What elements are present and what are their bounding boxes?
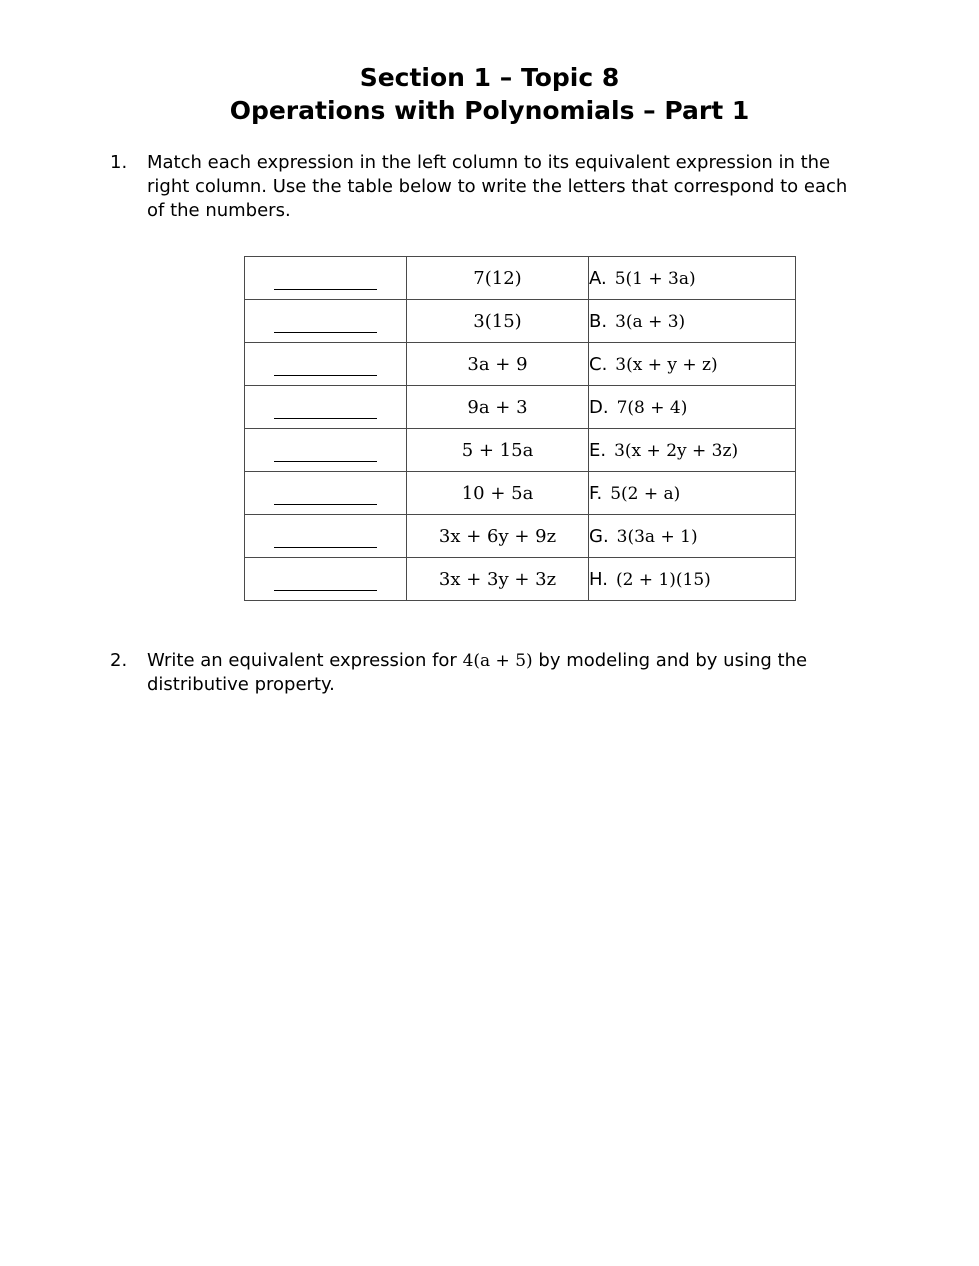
answer-blank-line[interactable] [274, 417, 377, 419]
choice-letter: D. [589, 396, 609, 418]
table-row [245, 343, 796, 386]
answer-blank-line[interactable] [274, 331, 377, 333]
answer-blank-line[interactable] [274, 589, 377, 591]
table-row [245, 386, 796, 429]
choice-cell [589, 558, 796, 601]
table-row [245, 257, 796, 300]
answer-blank-cell[interactable] [245, 558, 407, 601]
answer-blank-cell[interactable] [245, 257, 407, 300]
choice-expression: 5(2 + a) [610, 483, 681, 504]
expression-cell: 3x + 6y + 9z [407, 515, 589, 558]
choice-expression: 3(3a + 1) [616, 526, 698, 547]
section-title: Section 1 – Topic 8 [359, 63, 620, 92]
choice-letter: C. [589, 353, 608, 375]
choice-cell [589, 343, 796, 386]
choice-letter: E. [589, 439, 607, 461]
choice-cell [589, 472, 796, 515]
answer-blank-cell[interactable] [245, 472, 407, 515]
choice-cell [589, 429, 796, 472]
answer-blank-line[interactable] [274, 503, 377, 505]
matching-table [244, 256, 796, 601]
answer-blank-line[interactable] [274, 288, 377, 290]
question-1-text: Match each expression in the left column to its equivalent expression in the right column. Use the table below to write the letters that correspond to each of the numbers. [147, 152, 848, 221]
table-row [245, 429, 796, 472]
question-1-number: 1. [110, 152, 128, 173]
matching-table-body [245, 257, 796, 601]
question-1 [110, 151, 870, 223]
question-2-number: 2. [110, 650, 128, 671]
choice-expression: 7(8 + 4) [616, 397, 688, 418]
expression-cell: 5 + 15a [407, 429, 589, 472]
question-2-text [147, 649, 870, 697]
answer-blank-cell[interactable] [245, 515, 407, 558]
choice-letter: B. [589, 310, 608, 332]
answer-blank-cell[interactable] [245, 386, 407, 429]
choice-letter: H. [589, 568, 608, 590]
choice-letter: G. [589, 525, 609, 547]
choice-cell [589, 300, 796, 343]
question-2-expression: 4(a + 5) [462, 651, 533, 671]
choice-cell [589, 386, 796, 429]
choice-expression: 3(a + 3) [615, 311, 686, 332]
question-2-text-before: Write an equivalent expression for [147, 650, 457, 671]
expression-cell: 10 + 5a [407, 472, 589, 515]
table-row [245, 300, 796, 343]
expression-cell: 9a + 3 [407, 386, 589, 429]
choice-expression: (2 + 1)(15) [615, 569, 711, 590]
table-row [245, 472, 796, 515]
question-2 [110, 649, 870, 697]
answer-blank-line[interactable] [274, 546, 377, 548]
topic-title: Operations with Polynomials – Part 1 [229, 96, 750, 125]
answer-blank-cell[interactable] [245, 429, 407, 472]
expression-cell: 3(15) [407, 300, 589, 343]
expression-cell: 7(12) [407, 257, 589, 300]
answer-blank-cell[interactable] [245, 343, 407, 386]
question-2-text-after: by modeling and by using the distributive property. [147, 650, 808, 695]
choice-expression: 3(x + 2y + 3z) [614, 440, 739, 461]
answer-blank-cell[interactable] [245, 300, 407, 343]
choice-expression: 5(1 + 3a) [614, 268, 696, 289]
choice-expression: 3(x + y + z) [615, 354, 718, 375]
table-row [245, 558, 796, 601]
choice-letter: F. [589, 482, 603, 504]
table-row [245, 515, 796, 558]
choice-cell [589, 257, 796, 300]
choice-cell [589, 515, 796, 558]
choice-letter: A. [589, 267, 607, 289]
answer-blank-line[interactable] [274, 460, 377, 462]
expression-cell: 3x + 3y + 3z [407, 558, 589, 601]
answer-blank-line[interactable] [274, 374, 377, 376]
expression-cell: 3a + 9 [407, 343, 589, 386]
